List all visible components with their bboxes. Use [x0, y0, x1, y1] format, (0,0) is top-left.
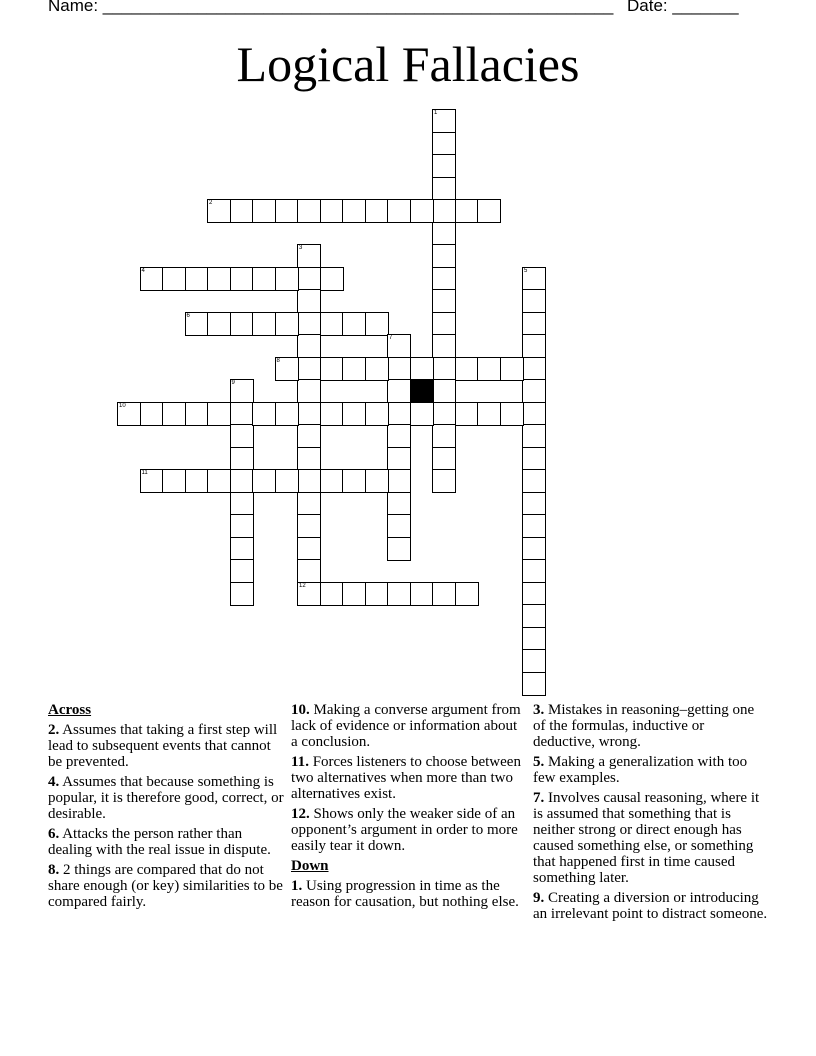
- crossword-cell[interactable]: [410, 582, 434, 606]
- crossword-cell[interactable]: [162, 267, 186, 291]
- crossword-cell[interactable]: [230, 537, 254, 561]
- crossword-cell[interactable]: [365, 469, 389, 493]
- crossword-cell[interactable]: [432, 154, 456, 178]
- crossword-cell[interactable]: [455, 199, 479, 223]
- crossword-cell[interactable]: [230, 514, 254, 538]
- crossword-cell[interactable]: [230, 402, 254, 426]
- crossword-cell[interactable]: [252, 199, 276, 223]
- crossword-cell[interactable]: [387, 469, 411, 493]
- clue-number-label: 8: [276, 357, 280, 364]
- clue-number-label: 3: [299, 245, 303, 251]
- crossword-cell[interactable]: [477, 199, 501, 223]
- blocked-cell: [410, 379, 434, 403]
- crossword-cell[interactable]: [522, 379, 546, 403]
- crossword-cell[interactable]: [500, 402, 524, 426]
- clue-number-label: 10: [119, 402, 126, 409]
- crossword-cell[interactable]: [297, 424, 321, 448]
- crossword-cell[interactable]: [207, 469, 231, 493]
- crossword-cell[interactable]: [297, 312, 321, 336]
- crossword-cell[interactable]: [275, 312, 299, 336]
- crossword-cell[interactable]: [387, 492, 411, 516]
- crossword-cell[interactable]: [230, 312, 254, 336]
- crossword-cell[interactable]: [522, 424, 546, 448]
- crossword-cell[interactable]: [297, 379, 321, 403]
- crossword-cell[interactable]: [410, 199, 434, 223]
- across-heading: Across: [48, 702, 92, 718]
- crossword-cell[interactable]: [342, 469, 366, 493]
- crossword-cell[interactable]: [477, 402, 501, 426]
- crossword-cell[interactable]: [365, 312, 389, 336]
- crossword-cell[interactable]: [432, 244, 456, 268]
- crossword-cell[interactable]: [455, 582, 479, 606]
- crossword-cell[interactable]: [185, 267, 209, 291]
- crossword-cell[interactable]: [522, 514, 546, 538]
- crossword-cell[interactable]: [297, 244, 321, 268]
- crossword-cell[interactable]: [522, 604, 546, 628]
- crossword-cell[interactable]: [522, 357, 546, 381]
- crossword-cell[interactable]: [140, 469, 164, 493]
- down-clue-5: 5. Making a generalization with too few examples.: [533, 754, 748, 786]
- crossword-cell[interactable]: [432, 334, 456, 358]
- crossword-cell[interactable]: [522, 672, 546, 696]
- crossword-cell[interactable]: [432, 132, 456, 156]
- across-clue-2: 2. Assumes that taking a first step will lead to subsequent events that cannot be prevented.: [48, 722, 278, 770]
- crossword-cell[interactable]: [432, 312, 456, 336]
- crossword-cell[interactable]: [320, 199, 344, 223]
- crossword-cell[interactable]: [297, 447, 321, 471]
- crossword-cell[interactable]: [387, 514, 411, 538]
- crossword-cell[interactable]: [432, 357, 456, 381]
- clues-column-1: [48, 702, 284, 914]
- crossword-cell[interactable]: [432, 222, 456, 246]
- crossword-cell[interactable]: [207, 402, 231, 426]
- crossword-cell[interactable]: [230, 267, 254, 291]
- across-clue-8: 8. 2 things are compared that do not share enough (or key) similarities to be compared fairly.: [48, 862, 283, 910]
- crossword-cell[interactable]: [230, 199, 254, 223]
- crossword-cell[interactable]: [320, 312, 344, 336]
- crossword-cell[interactable]: [185, 312, 209, 336]
- crossword-cell[interactable]: [342, 199, 366, 223]
- crossword-cell[interactable]: [185, 469, 209, 493]
- crossword-cell[interactable]: [522, 492, 546, 516]
- crossword-cell[interactable]: [455, 357, 479, 381]
- crossword-cell[interactable]: [320, 267, 344, 291]
- crossword-cell[interactable]: [522, 582, 546, 606]
- crossword-cell[interactable]: [297, 469, 321, 493]
- crossword-cell[interactable]: [342, 582, 366, 606]
- crossword-cell[interactable]: [522, 267, 546, 291]
- crossword-cell[interactable]: [500, 357, 524, 381]
- crossword-cell[interactable]: [275, 402, 299, 426]
- crossword-cell[interactable]: [252, 267, 276, 291]
- down-clue-9: 9. Creating a diversion or introducing an irrelevant point to distract someone.: [533, 890, 768, 922]
- crossword-cell[interactable]: [342, 402, 366, 426]
- clue-number-label: 9: [231, 380, 235, 386]
- crossword-cell[interactable]: [522, 447, 546, 471]
- date-field-label: Date: _______: [627, 0, 739, 15]
- crossword-cell[interactable]: [252, 312, 276, 336]
- crossword-cell[interactable]: [230, 492, 254, 516]
- crossword-cell[interactable]: [230, 469, 254, 493]
- crossword-cell[interactable]: [432, 199, 456, 223]
- clue-number-label: 6: [186, 312, 190, 319]
- crossword-cell[interactable]: [320, 582, 344, 606]
- crossword-cell[interactable]: [297, 537, 321, 561]
- crossword-cell[interactable]: [275, 357, 299, 381]
- crossword-cell[interactable]: [297, 582, 321, 606]
- crossword-cell[interactable]: [432, 402, 456, 426]
- clue-number-label: 2: [209, 200, 213, 206]
- clue-number-label: 11: [141, 470, 148, 476]
- crossword-cell[interactable]: [432, 267, 456, 291]
- across-clue-6: 6. Attacks the person rather than dealing with the real issue in dispute.: [48, 826, 271, 858]
- crossword-cell[interactable]: [522, 469, 546, 493]
- crossword-cell[interactable]: [320, 402, 344, 426]
- clue-number-label: 12: [299, 582, 306, 589]
- crossword-cell[interactable]: [275, 469, 299, 493]
- crossword-cell[interactable]: [140, 402, 164, 426]
- crossword-cell[interactable]: [432, 424, 456, 448]
- page-title: Logical Fallacies: [236, 36, 580, 92]
- crossword-cell[interactable]: [522, 334, 546, 358]
- crossword-cell[interactable]: [432, 447, 456, 471]
- name-date-line: [48, 0, 768, 16]
- across-clue-4: 4. Assumes that because something is popular, it is therefore good, correct, or desirable.: [48, 774, 284, 822]
- crossword-cell[interactable]: [297, 402, 321, 426]
- crossword-cell[interactable]: [365, 357, 389, 381]
- across-clue-11: 11. Forces listeners to choose between two alternatives when more than two alternatives exist.: [291, 754, 521, 802]
- crossword-cell[interactable]: [320, 357, 344, 381]
- crossword-cell[interactable]: [297, 357, 321, 381]
- crossword-cell[interactable]: [387, 357, 411, 381]
- clue-number-label: 7: [389, 335, 393, 341]
- crossword-cell[interactable]: [522, 312, 546, 336]
- crossword-cell[interactable]: [410, 402, 434, 426]
- crossword-cell[interactable]: [117, 402, 141, 426]
- crossword-cell[interactable]: [387, 582, 411, 606]
- crossword-cell[interactable]: [522, 402, 546, 426]
- crossword-cell[interactable]: [297, 199, 321, 223]
- crossword-cell[interactable]: [522, 289, 546, 313]
- clue-number-label: 1: [434, 110, 438, 116]
- crossword-cell[interactable]: [387, 379, 411, 403]
- crossword-cell[interactable]: [387, 334, 411, 358]
- crossword-cell[interactable]: [365, 402, 389, 426]
- crossword-cell[interactable]: [387, 447, 411, 471]
- clues-column-3: [533, 702, 769, 926]
- crossword-cell[interactable]: [297, 289, 321, 313]
- crossword-cell[interactable]: [230, 424, 254, 448]
- crossword-cell[interactable]: [207, 312, 231, 336]
- crossword-cell[interactable]: [297, 267, 321, 291]
- crossword-cell[interactable]: [387, 199, 411, 223]
- crossword-cell[interactable]: [297, 334, 321, 358]
- crossword-cell[interactable]: [432, 469, 456, 493]
- across-clue-10: 10. Making a converse argument from lack of evidence or information about a conclusion.: [291, 702, 521, 750]
- crossword-cell[interactable]: [432, 289, 456, 313]
- crossword-cell[interactable]: [275, 199, 299, 223]
- crossword-cell[interactable]: [387, 424, 411, 448]
- clues-column-2: [291, 702, 527, 914]
- crossword-cell[interactable]: [185, 402, 209, 426]
- down-heading: Down: [291, 858, 329, 874]
- crossword-cell[interactable]: [522, 627, 546, 651]
- crossword-cell[interactable]: [207, 199, 231, 223]
- crossword-cell[interactable]: [342, 312, 366, 336]
- crossword-cell[interactable]: [230, 559, 254, 583]
- crossword-cell[interactable]: [297, 559, 321, 583]
- crossword-cell[interactable]: [162, 402, 186, 426]
- crossword-cell[interactable]: [455, 402, 479, 426]
- crossword-cell[interactable]: [275, 267, 299, 291]
- crossword-cell[interactable]: [230, 447, 254, 471]
- clue-number-label: 5: [524, 267, 528, 274]
- name-field-label: Name: ______________________________________________________: [48, 0, 614, 15]
- crossword-cell[interactable]: [252, 402, 276, 426]
- crossword-cell[interactable]: [432, 582, 456, 606]
- crossword-cell[interactable]: [162, 469, 186, 493]
- crossword-cell[interactable]: [297, 514, 321, 538]
- down-clue-1: 1. Using progression in time as the reason for causation, but nothing else.: [291, 878, 519, 910]
- crossword-cell[interactable]: [230, 582, 254, 606]
- crossword-cell[interactable]: [522, 559, 546, 583]
- crossword-cell[interactable]: [365, 199, 389, 223]
- crossword-cell[interactable]: [207, 267, 231, 291]
- crossword-cell[interactable]: [365, 582, 389, 606]
- crossword-cell[interactable]: [432, 379, 456, 403]
- crossword-cell[interactable]: [297, 492, 321, 516]
- crossword-cell[interactable]: [432, 109, 456, 133]
- clue-number-label: 4: [141, 267, 145, 274]
- crossword-cell[interactable]: [522, 537, 546, 561]
- crossword-cell[interactable]: [432, 177, 456, 201]
- crossword-cell[interactable]: [230, 379, 254, 403]
- down-clue-3: 3. Mistakes in reasoning–getting one of the formulas, inductive or deductive, wrong.: [533, 702, 755, 750]
- across-clue-12: 12. Shows only the weaker side of an opponent’s argument in order to more easily tear it down.: [291, 806, 518, 854]
- crossword-cell[interactable]: [387, 537, 411, 561]
- down-clue-7: 7. Involves causal reasoning, where it is assumed that something that is neither strong or direct enough has caused something else, or something that happened first in time caused something later.: [533, 790, 760, 886]
- crossword-cell[interactable]: [342, 357, 366, 381]
- crossword-cell[interactable]: [140, 267, 164, 291]
- crossword-cell[interactable]: [522, 649, 546, 673]
- crossword-cell[interactable]: [252, 469, 276, 493]
- crossword-cell[interactable]: [387, 402, 411, 426]
- crossword-cell[interactable]: [320, 469, 344, 493]
- crossword-cell[interactable]: [410, 357, 434, 381]
- crossword-cell[interactable]: [477, 357, 501, 381]
